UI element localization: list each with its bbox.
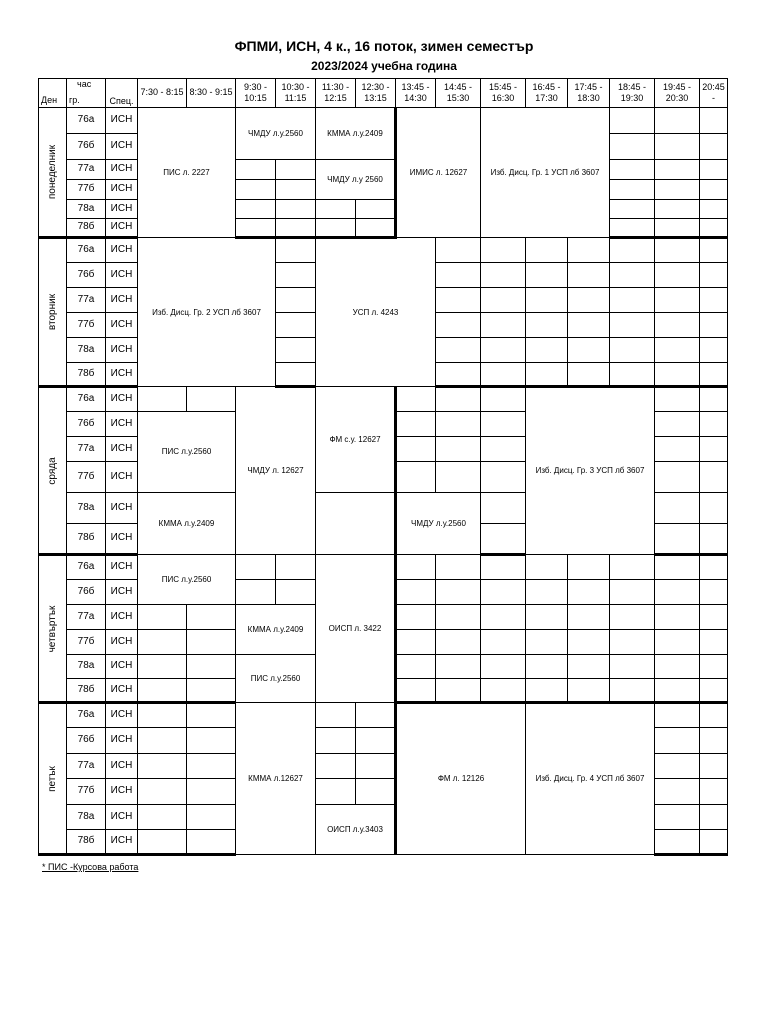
- header-slot: 15:45 - 16:30: [481, 79, 526, 108]
- table-row: [39, 238, 728, 263]
- group-cell: 77а: [67, 437, 106, 462]
- spec-cell: ИСН: [106, 160, 138, 180]
- group-cell: 76а: [67, 555, 106, 580]
- event-cell: КММА л.у.2409: [316, 108, 396, 160]
- group-cell: 77а: [67, 605, 106, 630]
- header-slot: 9:30 - 10:15: [236, 79, 276, 108]
- group-cell: 78а: [67, 805, 106, 830]
- group-cell: 77б: [67, 779, 106, 805]
- spec-cell: ИСН: [106, 134, 138, 160]
- header-slot: 11:30 - 12:15: [316, 79, 356, 108]
- group-cell: 78а: [67, 200, 106, 219]
- spec-cell: ИСН: [106, 338, 138, 363]
- spec-cell: ИСН: [106, 655, 138, 679]
- event-cell: ФМ с.у. 12627: [316, 387, 396, 493]
- spec-cell: ИСН: [106, 387, 138, 412]
- group-cell: 77а: [67, 288, 106, 313]
- table-row: [39, 703, 728, 728]
- header-slot: 12:30 - 13:15: [356, 79, 396, 108]
- event-cell: Изб. Дисц. Гр. 1 УСП лб 3607: [481, 108, 610, 238]
- group-cell: 77б: [67, 630, 106, 655]
- group-cell: 78а: [67, 655, 106, 679]
- header-slot: 20:45 -: [700, 79, 728, 108]
- spec-cell: ИСН: [106, 779, 138, 805]
- group-cell: 76б: [67, 263, 106, 288]
- spec-cell: ИСН: [106, 728, 138, 754]
- header-spec: Спец.: [106, 79, 138, 108]
- group-cell: 78б: [67, 363, 106, 387]
- page-title: ФПМИ, ИСН, 4 к., 16 поток, зимен семестър: [234, 38, 534, 54]
- header-slot: 16:45 - 17:30: [526, 79, 568, 108]
- event-cell: КММА л.у.2409: [138, 493, 236, 555]
- group-cell: 76а: [67, 703, 106, 728]
- table-row: [39, 108, 728, 134]
- table-row: [39, 555, 728, 580]
- spec-cell: ИСН: [106, 363, 138, 387]
- header-slot: 7:30 - 8:15: [138, 79, 187, 108]
- event-cell: Изб. Дисц. Гр. 3 УСП лб 3607: [526, 387, 655, 555]
- day-cell: сряда: [39, 387, 67, 555]
- spec-cell: ИСН: [106, 180, 138, 200]
- group-cell: 77б: [67, 180, 106, 200]
- header-slot: 18:45 - 19:30: [610, 79, 655, 108]
- day-cell: четвъртък: [39, 555, 67, 703]
- schedule-table: [38, 78, 728, 856]
- spec-cell: ИСН: [106, 754, 138, 779]
- group-cell: 78а: [67, 493, 106, 524]
- spec-cell: ИСН: [106, 580, 138, 605]
- spec-cell: ИСН: [106, 555, 138, 580]
- event-cell: ФМ л. 12126: [396, 703, 526, 855]
- spec-cell: ИСН: [106, 263, 138, 288]
- group-cell: 76а: [67, 387, 106, 412]
- header-slot: 19:45 - 20:30: [655, 79, 700, 108]
- spec-cell: ИСН: [106, 108, 138, 134]
- spec-cell: ИСН: [106, 288, 138, 313]
- header-slot: 13:45 - 14:30: [396, 79, 436, 108]
- spec-cell: ИСН: [106, 493, 138, 524]
- day-cell: вторник: [39, 238, 67, 387]
- event-cell: ЧМДУ л.у 2560: [316, 160, 396, 200]
- group-cell: 76а: [67, 238, 106, 263]
- spec-cell: ИСН: [106, 412, 138, 437]
- event-cell: Изб. Дисц. Гр. 4 УСП лб 3607: [526, 703, 655, 855]
- group-cell: 76б: [67, 412, 106, 437]
- day-cell: петък: [39, 703, 67, 855]
- spec-cell: ИСН: [106, 437, 138, 462]
- event-cell: КММА л.у.2409: [236, 605, 316, 655]
- spec-cell: ИСН: [106, 200, 138, 219]
- header-slot: 14:45 - 15:30: [436, 79, 481, 108]
- spec-cell: ИСН: [106, 605, 138, 630]
- spec-cell: ИСН: [106, 219, 138, 238]
- group-cell: 78б: [67, 219, 106, 238]
- day-cell: понеделник: [39, 108, 67, 238]
- spec-cell: ИСН: [106, 805, 138, 830]
- spec-cell: ИСН: [106, 238, 138, 263]
- spec-cell: ИСН: [106, 679, 138, 703]
- group-cell: 77б: [67, 313, 106, 338]
- table-row: [39, 387, 728, 412]
- event-cell: ПИС л.у.2560: [138, 555, 236, 605]
- spec-cell: ИСН: [106, 524, 138, 555]
- event-cell: ЧМДУ л.у.2560: [396, 493, 481, 555]
- group-cell: 77а: [67, 160, 106, 180]
- event-cell: УСП л. 4243: [316, 238, 436, 387]
- spec-cell: ИСН: [106, 830, 138, 855]
- event-cell: ПИС л.у.2560: [236, 655, 316, 703]
- group-cell: 77а: [67, 754, 106, 779]
- group-cell: 76б: [67, 728, 106, 754]
- spec-cell: ИСН: [106, 630, 138, 655]
- group-cell: 78б: [67, 830, 106, 855]
- group-cell: 78а: [67, 338, 106, 363]
- header-slot: 17:45 - 18:30: [568, 79, 610, 108]
- event-cell: КММА л.12627: [236, 703, 316, 855]
- spec-cell: ИСН: [106, 313, 138, 338]
- group-cell: 78б: [67, 524, 106, 555]
- event-cell: ОИСП л.у.3403: [316, 805, 396, 855]
- header-day: Ден: [39, 79, 67, 108]
- spec-cell: ИСН: [106, 462, 138, 493]
- spec-cell: ИСН: [106, 703, 138, 728]
- event-cell: ОИСП л. 3422: [316, 555, 396, 703]
- header-hour-group: час гр.: [67, 79, 106, 108]
- header-row: [39, 79, 728, 108]
- group-cell: 77б: [67, 462, 106, 493]
- footnote: * ПИС -Курсова работа: [42, 862, 139, 872]
- group-cell: 78б: [67, 679, 106, 703]
- event-cell: ПИС л. 2227: [138, 108, 236, 238]
- header-slot: 8:30 - 9:15: [187, 79, 236, 108]
- event-cell: Изб. Дисц. Гр. 2 УСП лб 3607: [138, 238, 276, 387]
- event-cell: ЧМДУ л.у.2560: [236, 108, 316, 160]
- header-slot: 10:30 - 11:15: [276, 79, 316, 108]
- page-subtitle: 2023/2024 учебна година: [311, 59, 457, 73]
- group-cell: 76б: [67, 134, 106, 160]
- group-cell: 76б: [67, 580, 106, 605]
- group-cell: 76а: [67, 108, 106, 134]
- event-cell: ЧМДУ л. 12627: [236, 387, 316, 555]
- event-cell: ПИС л.у.2560: [138, 412, 236, 493]
- event-cell: ИМИС л. 12627: [396, 108, 481, 238]
